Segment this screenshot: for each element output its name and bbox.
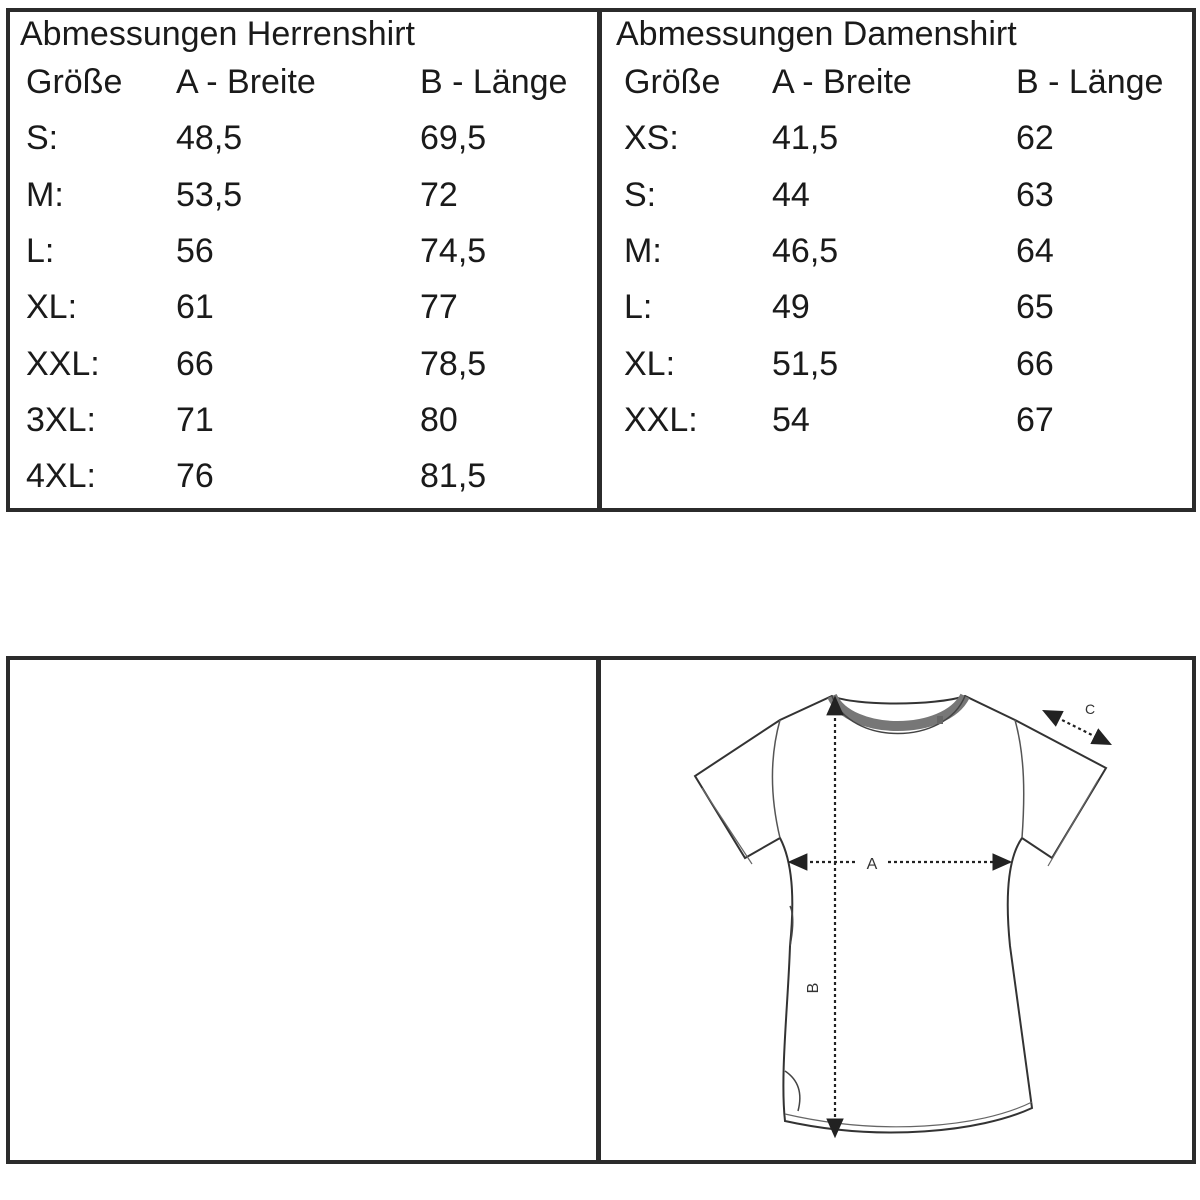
herren-row-6-col-2: 81,5 (420, 457, 487, 496)
damen-row-3-col-1: 49 (772, 288, 810, 327)
herren-row-5-col-0: 3XL: (26, 400, 96, 439)
herren-row-1-col-2: 72 (420, 175, 458, 214)
diagram-divider (596, 656, 601, 1164)
damen-row-0-col-0: XS: (624, 119, 679, 158)
damen-header-0: Größe (624, 63, 721, 101)
herren-row-3-col-0: XL: (26, 288, 78, 327)
empty-left-panel (10, 660, 596, 1160)
herren-header-0: Größe (26, 63, 123, 101)
damen-row-5-col-0: XXL: (624, 400, 698, 439)
damen-row-1-col-0: S: (624, 175, 657, 214)
herren-row-3-col-1: 61 (176, 288, 214, 327)
herren-header-1: A - Breite (176, 63, 316, 101)
damen-header-2: B - Länge (1016, 63, 1164, 101)
herren-row-1-col-1: 53,5 (176, 175, 243, 214)
damen-row-0-col-1: 41,5 (772, 119, 839, 158)
damen-table-title: Abmessungen Damenshirt (616, 15, 1017, 53)
damen-header-1: A - Breite (772, 63, 912, 101)
damen-row-5-col-2: 67 (1016, 400, 1054, 439)
damen-row-4-col-2: 66 (1016, 344, 1054, 383)
herren-row-0-col-1: 48,5 (176, 119, 243, 158)
herren-row-3-col-2: 77 (420, 288, 458, 327)
herren-row-0-col-0: S: (26, 119, 59, 158)
damen-row-1-col-1: 44 (772, 175, 810, 214)
damen-row-0-col-2: 62 (1016, 119, 1054, 158)
tshirt-measurement-diagram (620, 676, 1180, 1156)
damen-row-2-col-2: 64 (1016, 231, 1054, 270)
herren-header-2: B - Länge (420, 63, 568, 101)
size-table-divider (597, 8, 602, 512)
measure-c-label: C (1084, 701, 1096, 717)
tshirt-outline-icon (695, 696, 1106, 1132)
damen-row-1-col-2: 63 (1016, 175, 1054, 214)
herren-row-4-col-2: 78,5 (420, 344, 487, 383)
damen-row-5-col-1: 54 (772, 400, 810, 439)
herren-row-5-col-2: 80 (420, 400, 458, 439)
herren-row-2-col-1: 56 (176, 231, 214, 270)
herren-table-title: Abmessungen Herrenshirt (20, 15, 415, 53)
damen-row-4-col-0: XL: (624, 344, 676, 383)
herren-row-5-col-1: 71 (176, 400, 214, 439)
herren-row-1-col-0: M: (26, 175, 64, 214)
measure-a-label: A (866, 856, 878, 873)
herren-row-2-col-2: 74,5 (420, 231, 487, 270)
herren-row-4-col-0: XXL: (26, 344, 100, 383)
herren-row-4-col-1: 66 (176, 344, 214, 383)
damen-row-3-col-0: L: (624, 288, 653, 327)
measure-c-line (1046, 712, 1110, 744)
damen-row-2-col-1: 46,5 (772, 231, 839, 270)
herren-row-6-col-1: 76 (176, 457, 214, 496)
herren-row-0-col-2: 69,5 (420, 119, 487, 158)
herren-row-2-col-0: L: (26, 231, 55, 270)
damen-row-2-col-0: M: (624, 231, 662, 270)
measure-b-label: B (805, 982, 822, 994)
damen-row-3-col-2: 65 (1016, 288, 1054, 327)
herren-row-6-col-0: 4XL: (26, 457, 96, 496)
damen-row-4-col-1: 51,5 (772, 344, 839, 383)
